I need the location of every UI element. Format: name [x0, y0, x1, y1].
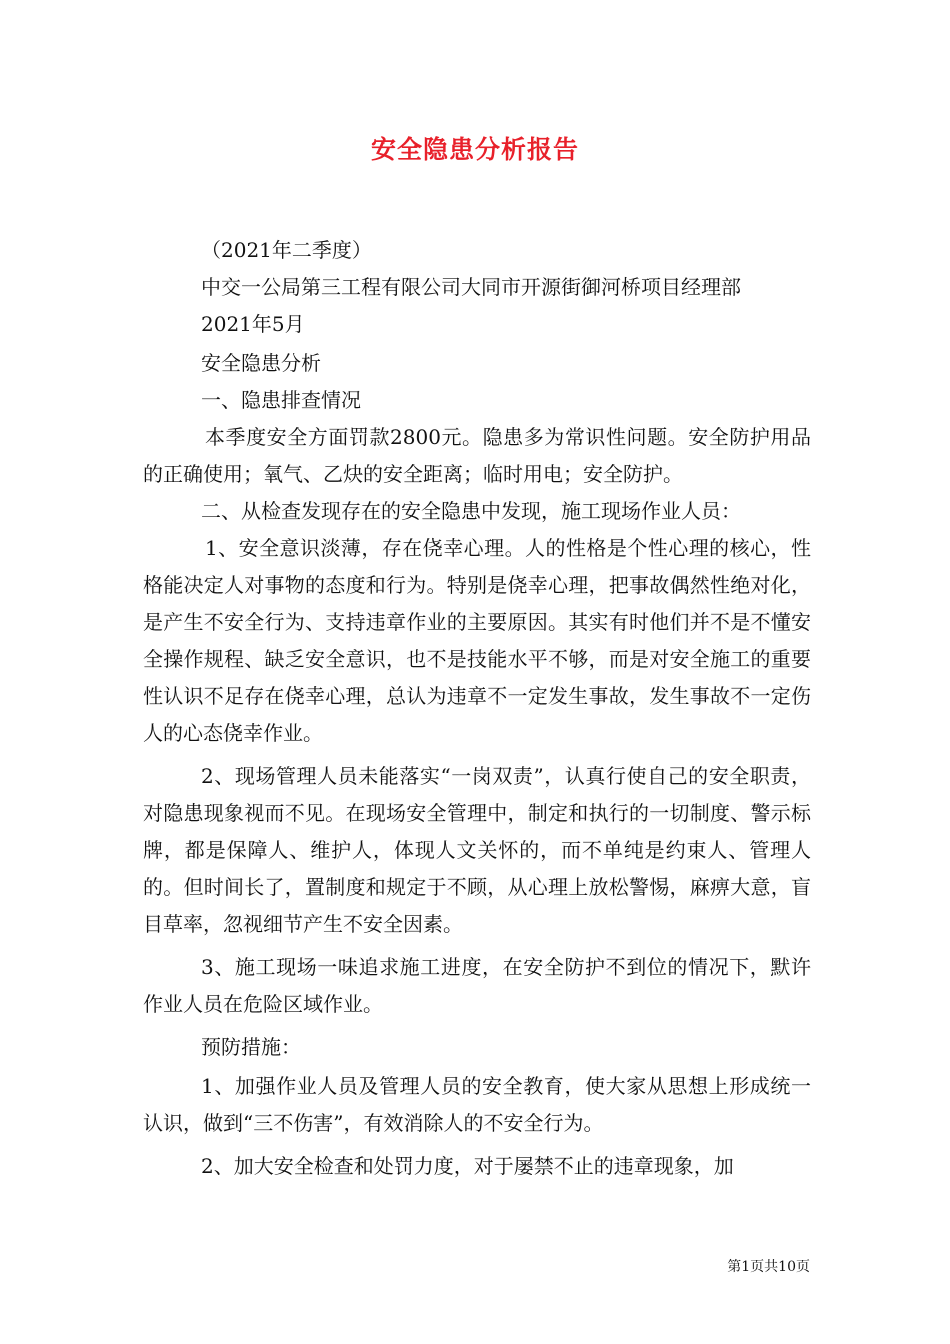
document-body [143, 232, 811, 1185]
paragraph-item-1: 1、安全意识淡薄，存在侥幸心理。人的性格是个性心理的核心，性格能决定人对事物的态度和行为。特别是侥幸心理，把事故偶然性绝对化，是产生不安全行为、支持违章作业的主要原因。其实有时他们并不是不懂安全操作规程、缺乏安全意识，也不是技能水平不够，而是对安全施工的重要性认识不足存在侥幸心理，总认为违章不一定发生事故，发生事故不一定伤人的心态侥幸作业。 [143, 536, 811, 745]
document-title: 安全隐患分析报告 [370, 135, 579, 164]
paragraph-quarter: （2021年二季度） [201, 238, 372, 262]
paragraph-item-3: 3、施工现场一味追求施工进度，在安全防护不到位的情况下，默许作业人员在危险区域作业。 [143, 955, 811, 1016]
paragraph-company: 中交一公局第三工程有限公司大同市开源街御河桥项目经理部 [201, 275, 741, 299]
paragraph-heading-2: 二、从检查发现存在的安全隐患中发现，施工现场作业人员： [201, 499, 741, 523]
page-number-footer: 第1页共10页 [727, 1259, 810, 1275]
paragraph-prevention-heading: 预防措施： [201, 1035, 301, 1059]
paragraph-item-2: 2、现场管理人员未能落实“一岗双责”，认真行使自己的安全职责，对隐患现象视而不见。在现场安全管理中，制定和执行的一切制度、警示标牌，都是保障人、维护人，体现人文关怀的，而不单纯是约束人、管理人的。但时间长了，置制度和规定于不顾，从心理上放松警惕，麻痹大意，盲目草率，忽视细节产生不安全因素。 [143, 764, 811, 936]
paragraph-measure-2: 2、加大安全检查和处罚力度，对于屡禁不止的违章现象，加 [201, 1154, 734, 1178]
paragraph-measure-1: 1、加强作业人员及管理人员的安全教育，使大家从思想上形成统一认识，做到“三不伤害”，有效消除人的不安全行为。 [143, 1074, 811, 1135]
paragraph-fines: 本季度安全方面罚款2800元。隐患多为常识性问题。安全防护用品的正确使用；氧气、乙炔的安全距离；临时用电；安全防护。 [143, 425, 811, 486]
paragraph-heading-1: 一、隐患排查情况 [201, 388, 361, 412]
paragraph-date: 2021年5月 [201, 312, 305, 336]
paragraph-section-heading: 安全隐患分析 [201, 351, 321, 375]
